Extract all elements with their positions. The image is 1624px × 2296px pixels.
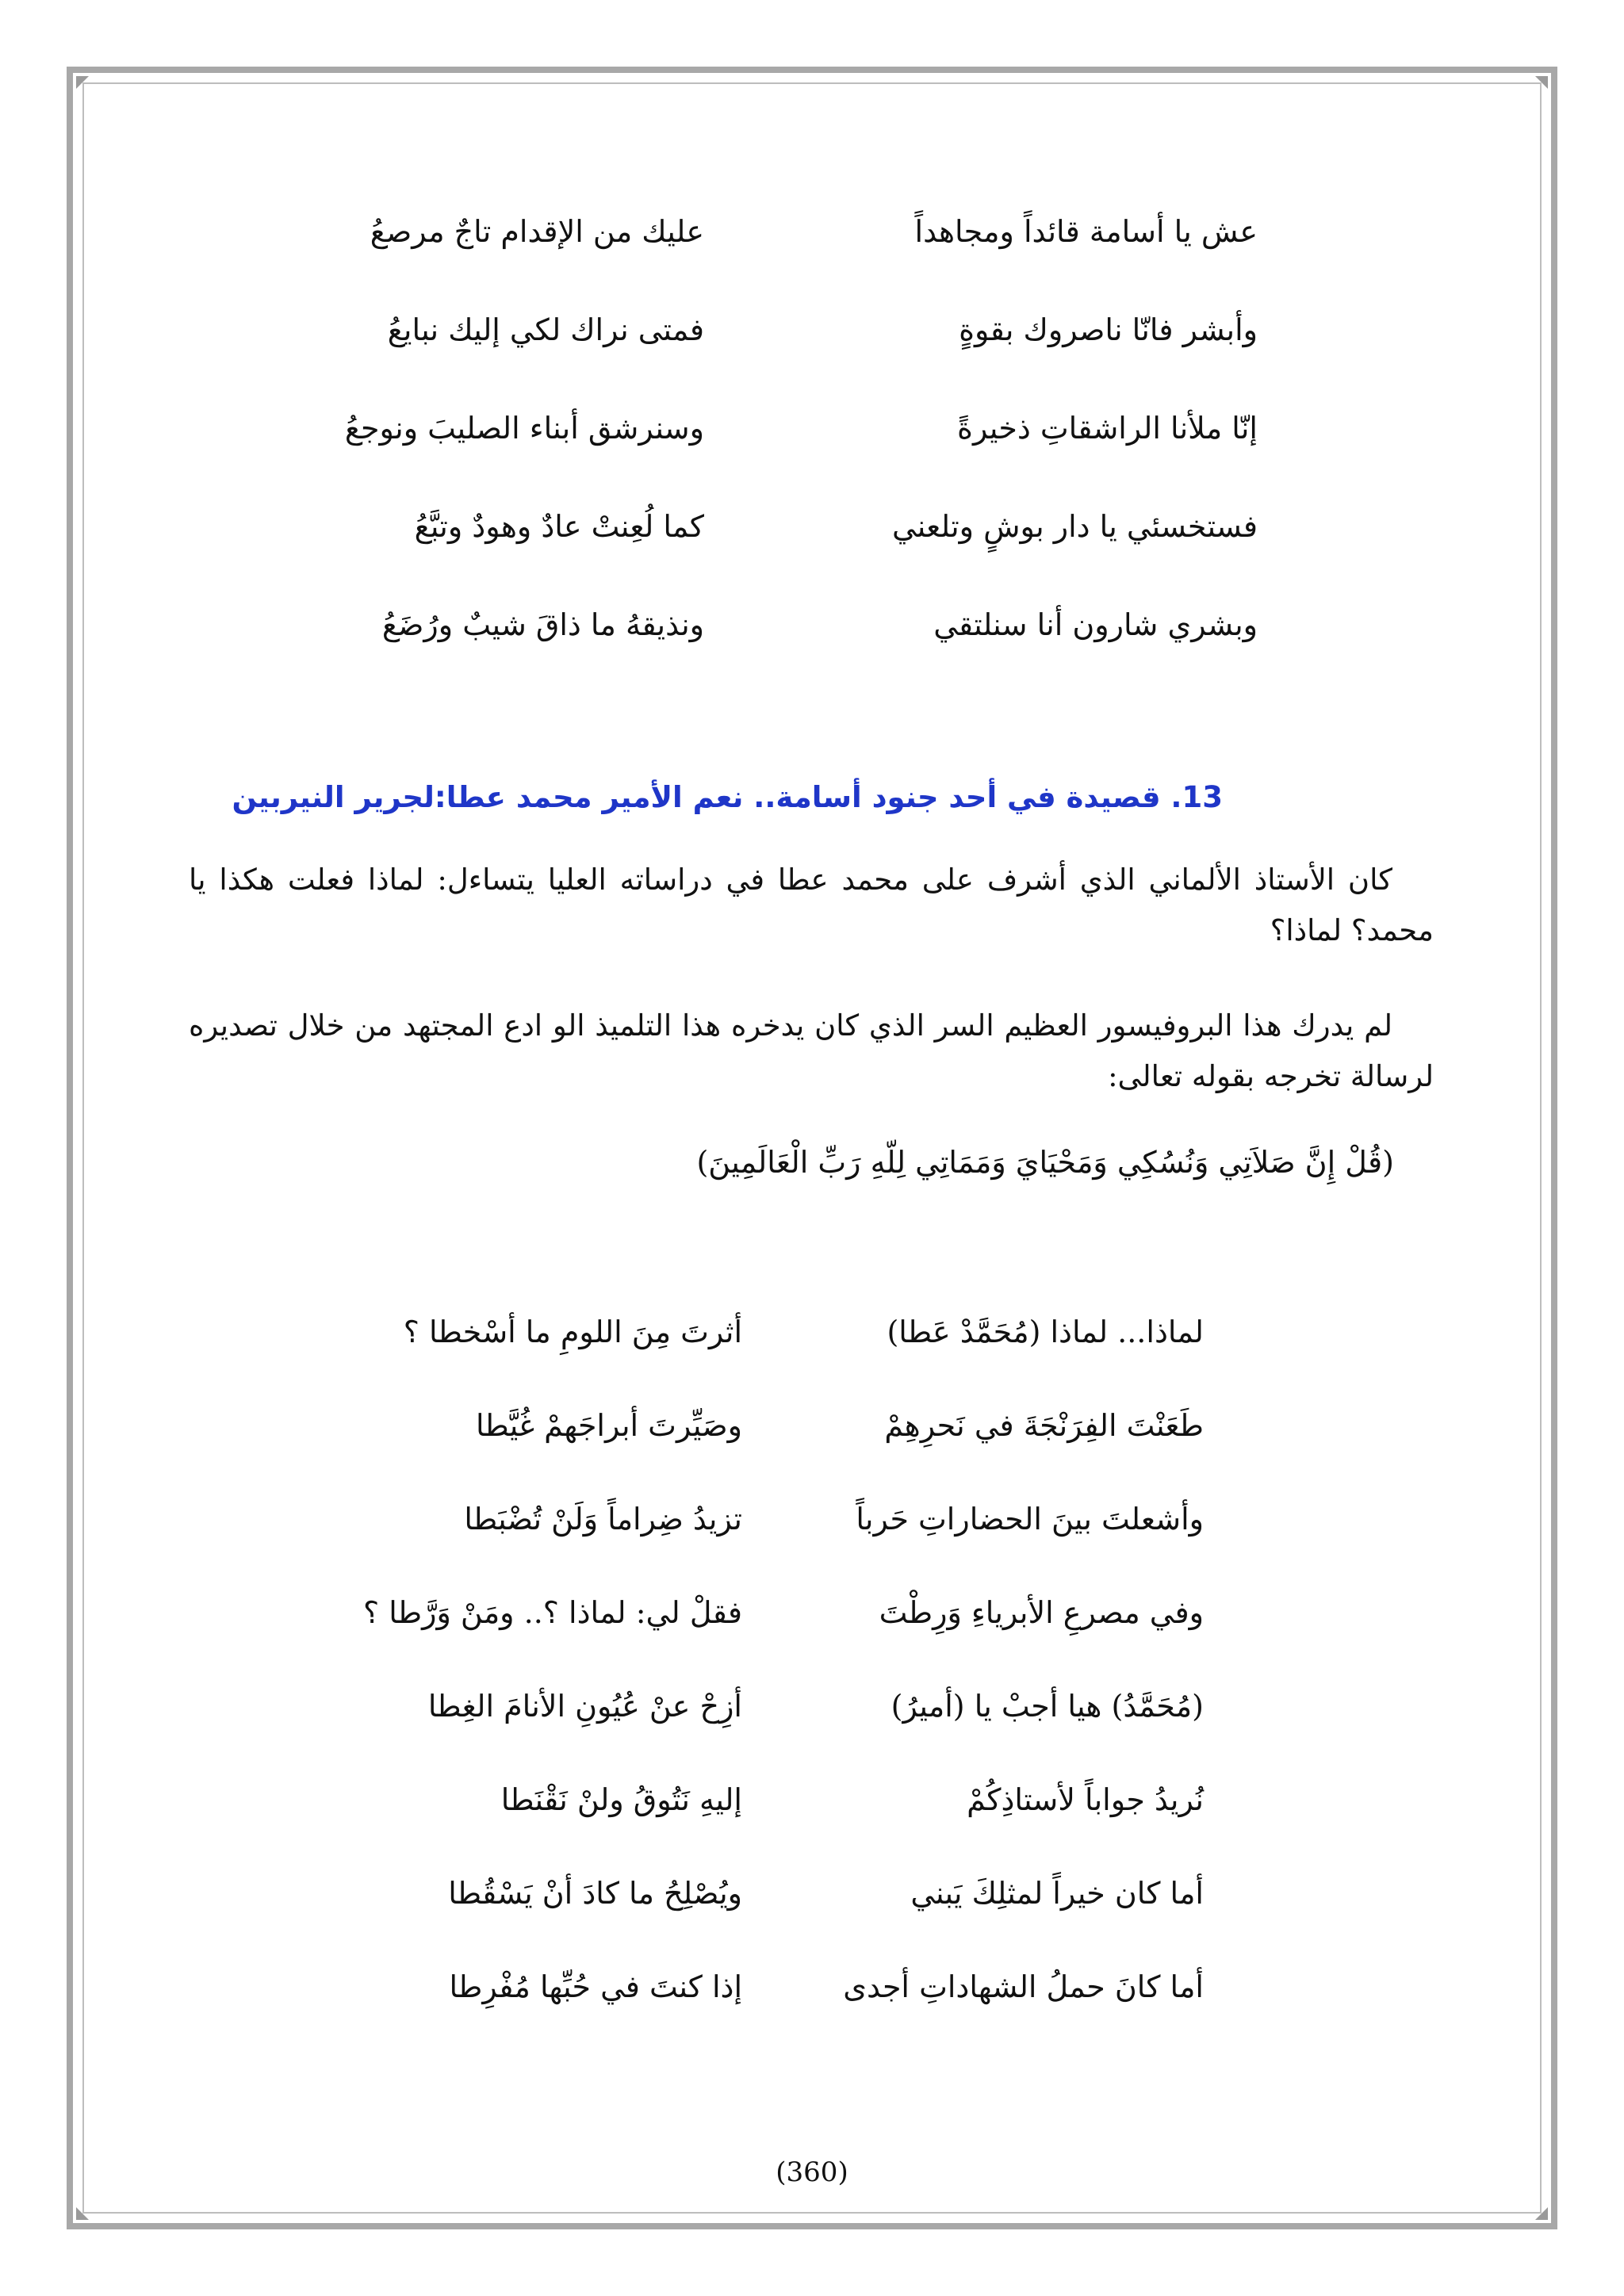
- verse-first-hemistich: لماذا... لماذا (مُحَمَّدْ عَطا): [887, 1314, 1204, 1349]
- verse-first-hemistich: عش يا أسامة قائداً ومجاهداً: [914, 214, 1258, 249]
- corner-ornament-bottom-left: [76, 2207, 89, 2220]
- verse-second-hemistich: أثرتَ مِنَ اللومِ ما أسْخطا ؟: [403, 1314, 742, 1349]
- verse-first-hemistich: إنّا ملأنا الراشقاتِ ذخيرةً: [957, 411, 1258, 446]
- verse-second-hemistich: إذا كنتَ في حُبِّها مُفْرِطا: [449, 1969, 742, 2004]
- verse-first-hemistich: وأبشر فانّا ناصروك بقوةٍ: [959, 312, 1258, 347]
- paragraph-two: [189, 1001, 1434, 1102]
- verse-row: [0, 1963, 1624, 2057]
- verse-second-hemistich: عليك من الإقدام تاجٌ مرصعُ: [370, 214, 704, 249]
- verse-row: [0, 1776, 1624, 1869]
- verse-row: [0, 1495, 1624, 1589]
- verse-row: [0, 1869, 1624, 1963]
- poem-one: [0, 208, 1624, 699]
- verse-first-hemistich: طَعَنْتَ الفِرَنْجَةَ في نَحرِهِمْ: [884, 1408, 1204, 1443]
- verse-first-hemistich: أما كانَ حملُ الشهاداتِ أجدى: [843, 1969, 1204, 2004]
- verse-first-hemistich: وأشعلتَ بينَ الحضاراتِ حَرباً: [856, 1502, 1204, 1536]
- verse-second-hemistich: تزيدُ ضِراماً وَلَنْ تُضْبَطا: [464, 1502, 742, 1536]
- verse-row: [0, 1308, 1624, 1402]
- verse-second-hemistich: وسنرشق أبناء الصليبَ ونوجعُ: [344, 411, 704, 446]
- paragraph-one-text: كان الأستاذ الألماني الذي أشرف على محمد عطا في دراساته العليا يتساءل: لماذا فعلت هكذا يا محمد؟ لماذا؟: [189, 863, 1434, 947]
- verse-second-hemistich: أزِحْ عنْ عُيُونِ الأنامَ الغِطا: [427, 1689, 742, 1724]
- verse-row: [0, 208, 1624, 306]
- verse-second-hemistich: وصَيِّرتَ أبراجَهمْ غُيَّطا: [475, 1408, 742, 1443]
- verse-first-hemistich: أما كان خيراً لمثلِكَ يَبني: [910, 1876, 1204, 1911]
- verse-row: [0, 1589, 1624, 1682]
- verse-first-hemistich: فستخسئي يا دار بوشٍ وتلعني: [892, 509, 1258, 544]
- paragraph-two-text: لم يدرك هذا البروفيسور العظيم السر الذي كان يدخره هذا التلميذ الو ادع المجتهد من خلال تصديره لرسالة تخرجه بقوله تعالى:: [189, 1008, 1434, 1093]
- verse-row: [0, 1682, 1624, 1776]
- corner-ornament-top-left: [76, 76, 89, 89]
- verse-first-hemistich: وبشري شارون أنا سنلتقي: [933, 607, 1258, 642]
- verse-second-hemistich: فمتى نراك لكي إليك نبايعُ: [387, 312, 704, 347]
- quran-verse-quote: (قُلْ إِنَّ صَلاَتِي وَنُسُكِي وَمَحْيَايَ وَمَمَاتِي لِلّهِ رَبِّ الْعَالَمِينَ): [696, 1145, 1394, 1180]
- poem-two: [0, 1308, 1624, 2057]
- verse-second-hemistich: ويُصْلِحُ ما كادَ أنْ يَسْقُطا: [448, 1876, 742, 1911]
- verse-second-hemistich: ونذيقهُ ما ذاقَ شيبٌ ورُضَعُ: [381, 607, 704, 642]
- page-number: (360): [776, 2156, 848, 2188]
- verse-second-hemistich: فقلْ لي: لماذا ؟.. ومَنْ وَرَّطا ؟: [363, 1595, 742, 1630]
- verse-first-hemistich: نُريدُ جواباً لأستاذِكُمْ: [967, 1782, 1204, 1817]
- corner-ornament-bottom-right: [1535, 2207, 1548, 2220]
- verse-row: [0, 1402, 1624, 1495]
- corner-ornament-top-right: [1535, 76, 1548, 89]
- verse-first-hemistich: وفي مصرعِ الأبرياءِ وَرِطْتَ: [879, 1595, 1204, 1630]
- verse-second-hemistich: كما لُعِنتْ عادٌ وهودٌ وتبَّعُ: [414, 509, 704, 544]
- verse-row: [0, 404, 1624, 503]
- verse-first-hemistich: (مُحَمَّدُ) هيا أجبْ يا (أميرُ): [891, 1689, 1204, 1724]
- verse-row: [0, 601, 1624, 699]
- verse-row: [0, 306, 1624, 404]
- verse-row: [0, 503, 1624, 601]
- section-heading: 13. قصيدة في أحد جنود أسامة.. نعم الأمير محمد عطا:لجرير النيربين: [232, 780, 1223, 814]
- paragraph-one: [189, 855, 1434, 956]
- verse-second-hemistich: إليهِ نَتُوقُ ولنْ نَقْنَطا: [500, 1782, 742, 1817]
